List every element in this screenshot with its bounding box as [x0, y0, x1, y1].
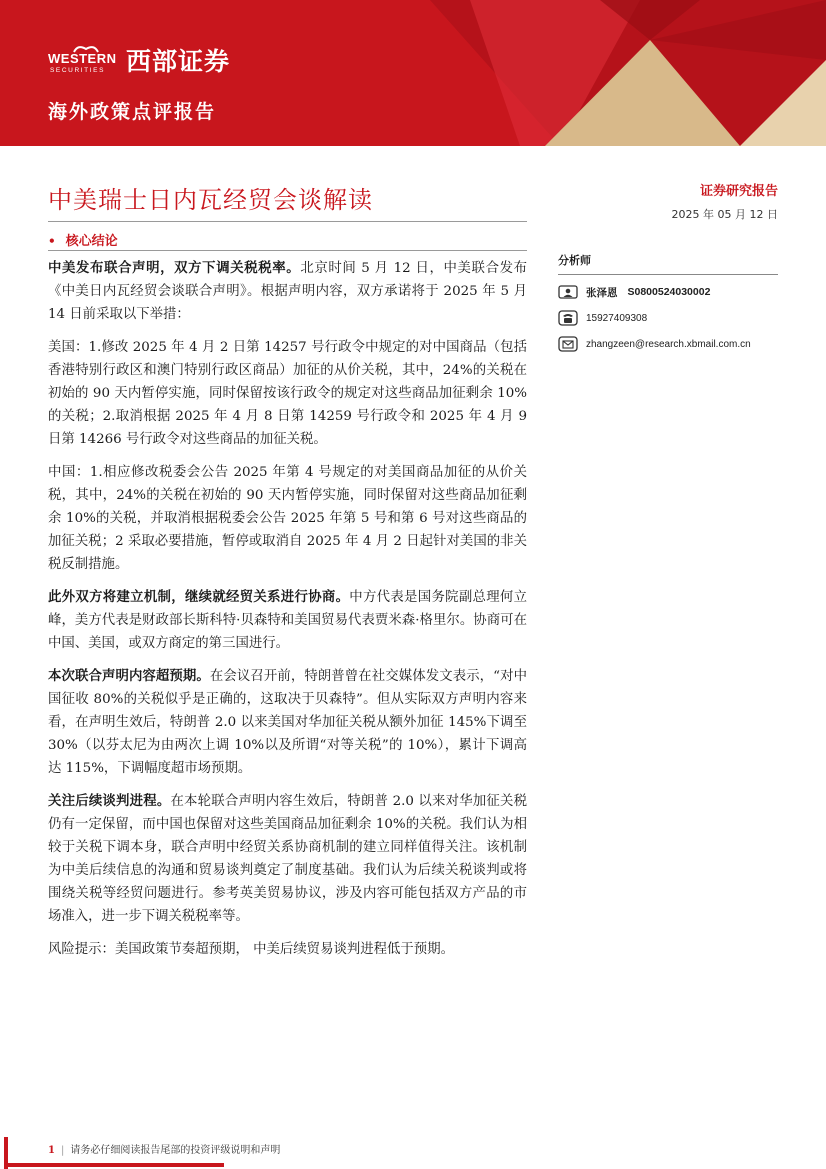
- report-type-label: 证券研究报告: [699, 184, 778, 199]
- report-series: 海外政策点评报告: [48, 101, 217, 123]
- paragraph-text: 中国：1.相应修改税委会公告 2025 年第 4 号规定的对美国商品加征的从价关税，其中，24%的关税在初始的 90 天内暂停实施，同时保留对这些商品加征剩余 10%的关税，并取消根据税委会公告 2025 年第 5 号和第 6 号对这些商品的加征关税；2 采取必要措施，暂停或取消自 2025 年 4 月 2 日起针对美国的非关税反制措施。: [48, 465, 527, 572]
- paragraph-lead: 中美发布联合声明，双方下调关税税率。: [48, 260, 301, 276]
- analyst-name: 张泽恩: [586, 286, 618, 299]
- analyst-sidebar: [558, 252, 778, 353]
- paragraph-lead: 关注后续谈判进程。: [48, 793, 171, 809]
- report-date: 2025 年 05 月 12 日: [671, 208, 778, 221]
- logo-en-bottom: SECURITIES: [50, 67, 106, 74]
- page-title: 中美瑞士日内瓦经贸会谈解读: [48, 186, 373, 214]
- phone-number: 15927409308: [586, 312, 648, 324]
- paragraph: [48, 665, 527, 780]
- page-number: 1: [48, 1145, 55, 1156]
- paragraph-text: 在本轮联合声明内容生效后，特朗普 2.0 以来对华加征关税仍有一定保留，而中国也保留对这些美国商品加征剩余 10%的关税。我们认为相较于关税下调本身，联合声明中经贸关系协商机制的建立同样值得关注。该机制为中美后续信息的沟通和贸易谈判奠定了制度基础。我们认为后续关税谈判或将围绕关税等经贸问题进行。参考英美贸易协议，涉及内容可能包括双方产品的市场准入，进一步下调关税税率等。: [48, 794, 528, 924]
- analyst-row: [558, 283, 778, 301]
- paragraph-lead: 此外双方将建立机制，继续就经贸关系进行协商。: [48, 589, 350, 605]
- paragraph: [48, 461, 527, 576]
- bullet-icon: •: [48, 234, 56, 248]
- footer-disclaimer: 请务必仔细阅读报告尾部的投资评级说明和声明: [70, 1145, 281, 1156]
- paragraph: [48, 790, 527, 928]
- person-card-icon: [558, 284, 578, 300]
- western-logo-mark: [48, 43, 124, 77]
- section-heading: [48, 230, 118, 249]
- header-banner: [0, 0, 826, 146]
- paragraph-text: 在会议召开前，特朗普曾在社交媒体发文表示，“对中国征收 80%的关税似乎是正确的，这取决于贝森特”。但从实际双方声明内容来看，在声明生效后，特朗普 2.0 以来美国对华加征关税从额外加征 145%下调至 30%（以芬太尼为由两次上调 10%以及所谓“对等关税”的 10%），累计下调高达 115%，下调幅度超市场预期。: [48, 669, 527, 776]
- certificate-number: S0800524030002: [627, 286, 711, 298]
- logo-en-top: WESTERN: [48, 51, 117, 66]
- phone-row: [558, 309, 778, 327]
- mail-icon: [558, 336, 578, 352]
- section-heading-text: 核心结论: [65, 234, 118, 249]
- paragraph-text: 风险提示：美国政策节奏超预期， 中美后续贸易谈判进程低于预期。: [48, 942, 454, 957]
- footer-corner-accent: [0, 1129, 240, 1169]
- logo-cn-name: 西部证券: [126, 47, 231, 76]
- email-row: [558, 335, 778, 353]
- email-address[interactable]: zhangzeen@research.xbmail.com.cn: [586, 338, 751, 350]
- sidebar-heading: 分析师: [558, 252, 778, 275]
- section-divider: [48, 250, 527, 251]
- risk-paragraph: [48, 938, 527, 961]
- brand-logo: [48, 42, 230, 78]
- paragraph: [48, 257, 527, 326]
- main-body: [48, 257, 527, 971]
- paragraph-text: 美国：1.修改 2025 年 4 月 2 日第 14257 号行政令中规定的对中国商品（包括香港特别行政区和澳门特别行政区商品）加征的从价关税，其中，24%的关税在初始的 90 天内暂停实施，同时保留按该行政令的规定对这些商品加征剩余 10%的关税；2.取消根据 2025 年 4 月 8 日第 14259 号行政令和 2025 年 4 月 9 日第 14266 号行政令对这些商品的加征关税。: [48, 340, 527, 447]
- phone-icon: [558, 310, 578, 326]
- paragraph-text: 北京时间 5 月 12 日，中美联合发布《中美日内瓦经贸会谈联合声明》。根据声明内容，双方承诺将于 2025 年 5 月 14 日前采取以下举措：: [48, 261, 527, 322]
- paragraph: [48, 336, 527, 451]
- footer-separator: |: [60, 1145, 65, 1156]
- paragraph-text: 中方代表是国务院副总理何立峰，美方代表是财政部长斯科特·贝森特和美国贸易代表贾米森·格里尔。协商可在中国、美国，或双方商定的第三国进行。: [48, 590, 528, 651]
- paragraph-lead: 本次联合声明内容超预期。: [48, 668, 210, 684]
- title-divider: [48, 221, 527, 222]
- paragraph: [48, 586, 527, 655]
